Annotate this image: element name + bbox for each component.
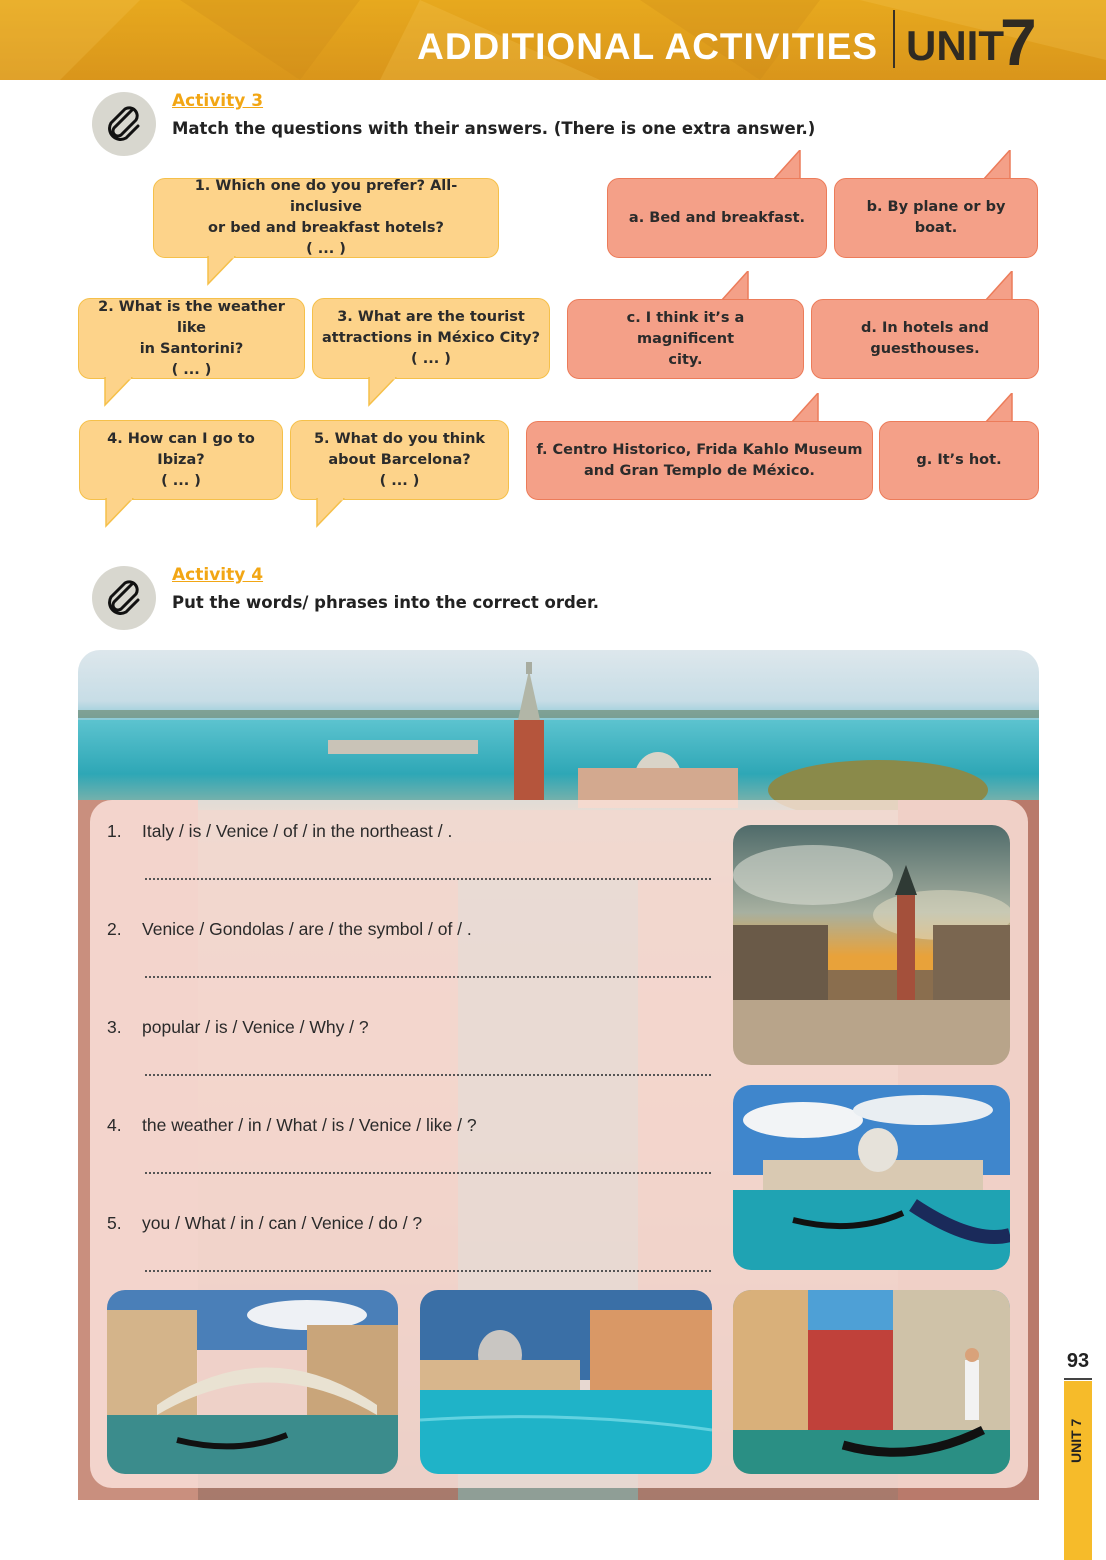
question-5-blank[interactable]: ( ... ) [379,472,420,489]
photo-grand-canal-gondolas [733,1085,1010,1270]
answer-f-line1: f. Centro Historico, Frida Kahlo Museum [536,441,863,458]
item-number: 1. [107,821,122,841]
answer-bubble-b [834,178,1038,258]
bubble-tail [103,498,143,528]
reorder-item-1 [107,821,452,842]
question-3-line2: attractions in México City? [322,330,540,346]
question-2-line2: in Santorini? [139,340,244,357]
paperclip-icon [102,102,146,146]
answer-bubble-d [811,299,1039,379]
item-number: 3. [107,1017,122,1037]
bubble-tail [985,271,1025,301]
answer-bubble-c [567,299,804,379]
answer-bubble-f [526,421,873,500]
unit-word: UNIT [906,22,1004,69]
answer-f-line2: and Gran Templo de México. [584,462,815,479]
question-5-line2: about Barcelona? [328,451,471,468]
reorder-item-5 [107,1213,422,1234]
answer-d-line1: d. In hotels and [861,320,989,336]
bubble-tail [791,393,831,423]
reorder-item-3 [107,1017,369,1038]
question-bubble-2 [78,298,305,379]
paperclip-icon-circle [92,92,156,156]
reorder-item-4 [107,1115,477,1136]
answer-bubble-g [879,421,1039,500]
header-divider [893,10,895,68]
item-number: 2. [107,919,122,939]
paperclip-icon [102,576,146,620]
question-5-line1: 5. What do you think [313,430,486,447]
answer-line-4[interactable] [145,1170,711,1174]
answer-bubble-a [607,178,827,258]
question-bubble-3 [312,298,550,379]
unit-number: 7 [1000,5,1037,79]
page-title: ADDITIONAL ACTIVITIES [417,26,878,67]
answer-c-line2: city. [668,351,703,368]
sidebar-divider [1064,1378,1092,1380]
bubble-tail [100,377,140,407]
answer-c-line1: c. I think it’s a magnificent [626,309,745,347]
page-header [0,0,1106,80]
answer-g-text: g. It’s hot. [916,452,1002,468]
page-number: 93 [1066,1350,1090,1372]
photo-rialto-bridge [107,1290,398,1474]
answer-a-text: a. Bed and breakfast. [628,209,806,226]
question-4-line1: 4. How can I go to Ibiza? [107,430,255,468]
answer-d-line2: guesthouses. [870,341,980,357]
item-text: you / What / in / can / Venice / do / ? [142,1213,423,1233]
bubble-tail [985,393,1025,423]
question-1-line1: 1. Which one do you prefer? All-inclusive [194,178,458,215]
question-3-blank[interactable]: ( ... ) [411,351,451,367]
bubble-tail [773,150,813,180]
activity3-label: Activity 3 [172,91,264,111]
activity3-instruction: Match the questions with their answers. (There is one extra answer.) [172,119,816,138]
item-text: Italy / is / Venice / of / in the northeast / . [142,821,453,841]
photo-st-marks-square [733,825,1010,1065]
unit-tab [1064,1381,1092,1560]
answer-line-1[interactable] [145,876,711,880]
question-3-line1: 3. What are the tourist [337,309,525,325]
question-bubble-1 [153,178,499,258]
item-text: the weather / in / What / is / Venice / like / ? [142,1115,477,1135]
question-2-blank[interactable]: ( ... ) [171,361,212,378]
answer-line-5[interactable] [145,1268,711,1272]
answer-line-3[interactable] [145,1072,711,1076]
activity4-instruction: Put the words/ phrases into the correct order. [172,593,600,612]
question-4-blank[interactable]: ( ... ) [161,472,201,489]
item-number: 5. [107,1213,122,1233]
question-1-line2: or bed and breakfast hotels? [208,220,444,236]
photo-canal-at-dusk [420,1290,712,1474]
item-text: popular / is / Venice / Why / ? [142,1017,369,1037]
bubble-tail [314,498,354,528]
unit-tab-label: UNIT 7 [1068,1418,1084,1463]
question-bubble-5 [290,420,509,500]
reorder-item-2 [107,919,472,940]
bubble-tail [205,256,245,286]
activity4-label: Activity 4 [172,565,264,585]
bubble-tail [983,150,1023,180]
photo-narrow-canal-gondolier [733,1290,1010,1474]
question-1-blank[interactable]: ( ... ) [306,241,346,257]
answer-line-2[interactable] [145,974,711,978]
item-number: 4. [107,1115,122,1135]
question-2-line1: 2. What is the weather like [98,298,285,336]
bubble-tail [366,377,406,407]
answer-b-text: b. By plane or by boat. [866,199,1006,236]
bubble-tail [721,271,761,301]
paperclip-icon-circle [92,566,156,630]
question-bubble-4 [79,420,283,500]
item-text: Venice / Gondolas / are / the symbol / of / . [142,919,472,939]
venice-skyline [78,650,1039,810]
